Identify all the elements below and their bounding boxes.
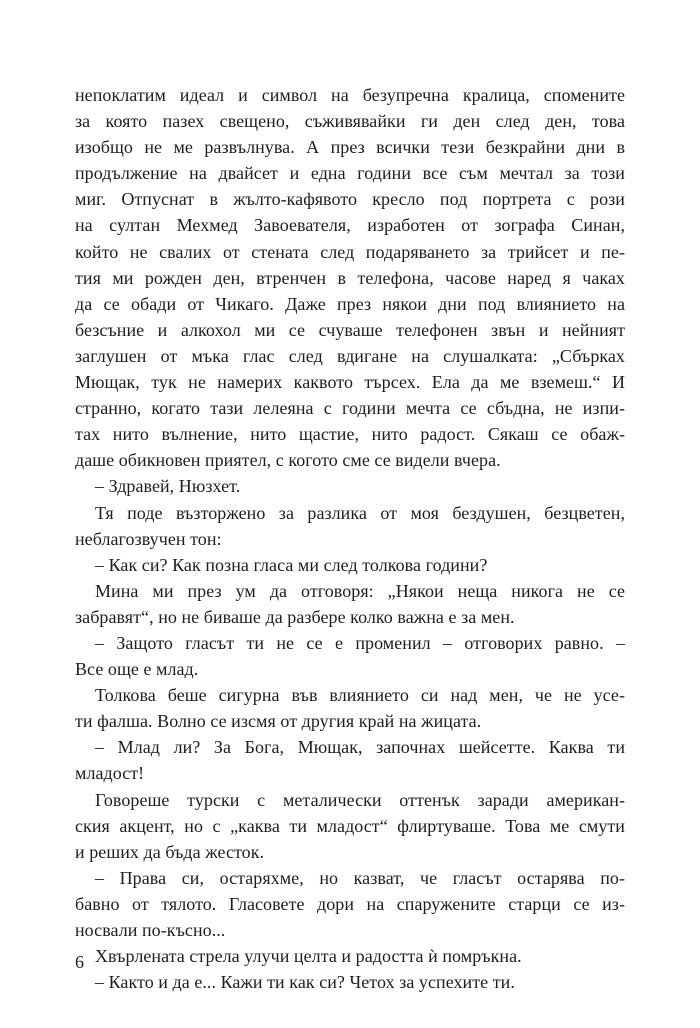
text-line: неблагозвучен тон: bbox=[75, 528, 222, 549]
text-line: който не свалих от стената след подаряването за трийсет и пе- bbox=[75, 241, 625, 262]
text-line: носвали по-късно... bbox=[75, 920, 226, 940]
text-line: – Права си, остаряхме, но казват, че гласът остарява по- bbox=[95, 867, 625, 888]
text-line: младост! bbox=[75, 763, 145, 784]
text-line: и реших да бъда жесток. bbox=[75, 841, 265, 862]
text-line: тия ми рожден ден, втренчен в телефона, часове наред я чаках bbox=[75, 267, 625, 288]
text-line: заглушен от мъка глас след вдигане на слушалката: „Сбърках bbox=[75, 345, 625, 366]
text-line: – Защото гласът ти не се е променил – отговорих равно. – bbox=[95, 632, 625, 653]
text-line: Хвърлената стрела улучи целта и радостта ѝ помръкна. bbox=[95, 946, 522, 967]
text-line: странно, когато тази лелеяна с години мечта се сбъдна, не изпи- bbox=[75, 398, 625, 419]
text-line: продължение на двайсет и една години все съм мечтал за този bbox=[75, 163, 625, 184]
text-line: изобщо не ме развълнува. А през всички тези безкрайни дни в bbox=[75, 137, 625, 158]
text-line: – Как си? Как позна гласа ми след толкова години? bbox=[95, 554, 488, 575]
page-number: 6 bbox=[75, 952, 84, 972]
text-line: Мина ми през ум да отговоря: „Някои неща никога не се bbox=[95, 580, 625, 601]
text-line: безсъние и алкохол ми се счуваше телефонен звън и нейният bbox=[75, 319, 625, 340]
text-line: – Както и да е... Кажи ти как си? Четох за успехите ти. bbox=[95, 972, 515, 993]
text-line: ти фалша. Волно се изсмя от другия край на жицата. bbox=[75, 711, 482, 732]
text-line: Говореше турски с металически оттенък заради американ- bbox=[95, 789, 625, 810]
text-line: Мющак, тук не намерих каквото търсех. Ела да ме вземеш.“ И bbox=[75, 372, 625, 393]
text-line: Все още е млад. bbox=[75, 659, 199, 680]
text-line: тах нито вълнение, нито щастие, нито радост. Сякаш се обаж- bbox=[75, 424, 625, 445]
text-line: Толкова беше сигурна във влиянието си над мен, че не усе- bbox=[95, 685, 625, 706]
text-line: миг. Отпуснат в жълто-кафявото кресло под портрета с рози bbox=[75, 189, 625, 210]
text-line: – Здравей, Нюзхет. bbox=[95, 476, 241, 497]
text-line: на султан Мехмед Завоевателя, изработен от зографа Синан, bbox=[75, 215, 625, 236]
text-line: непоклатим идеал и символ на безупречна кралица, спомените bbox=[75, 85, 625, 105]
text-line: – Млад ли? За Бога, Мющак, започнах шейсетте. Каква ти bbox=[95, 737, 625, 758]
text-line: да се обади от Чикаго. Даже през някои дни под влиянието на bbox=[75, 293, 625, 314]
text-line: даше обикновен приятел, с когото сме се видели вчера. bbox=[75, 450, 501, 471]
text-line: за която пазех свещено, съживявайки ги ден след ден, това bbox=[75, 111, 625, 132]
text-line: ския акцент, но с „каква ти младост“ флиртуваше. Това ме смути bbox=[75, 815, 625, 836]
text-line: бавно от тялото. Гласовете дори на спаружените старци се из- bbox=[75, 893, 625, 914]
body-text bbox=[75, 82, 625, 995]
text-line: Тя поде възторжено за разлика от моя бездушен, безцветен, bbox=[95, 502, 625, 523]
text-line: забравят“, но не биваше да разбере колко важна е за мен. bbox=[75, 606, 515, 627]
